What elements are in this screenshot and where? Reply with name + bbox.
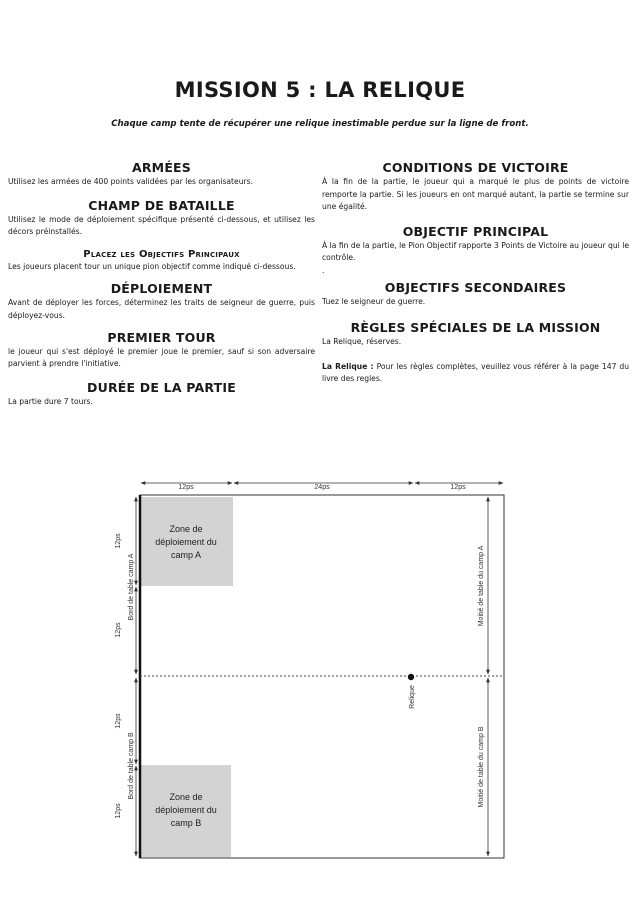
mission-subtitle: Chaque camp tente de récupérer une relique inestimable perdue sur la ligne de front. [111, 119, 529, 129]
section-body: Utilisez le mode de déploiement spécifique présenté ci-dessous, et utilisez les décors préinstallés. [8, 214, 315, 237]
half-label-b: Moitié de table du camp B [478, 726, 485, 808]
top-dim-label-3: 12ps [450, 484, 466, 491]
top-dim-label-2: 24ps [314, 484, 330, 491]
half-label-a: Moitié de table du camp A [478, 545, 485, 627]
section-body: Tuez le seigneur de guerre. [322, 296, 426, 306]
zone-b-line-3: camp B [170, 818, 202, 828]
section-heading: OBJECTIFS SECONDAIRES [384, 279, 567, 295]
relic-label: Relique [409, 685, 416, 709]
section-body: le joueur qui s'est déployé le premier joue le premier, sauf si son adversaire parvient à prendre l'initiative. [8, 346, 315, 369]
section-heading: DURÉE DE LA PARTIE [87, 379, 236, 395]
section-heading: Placez les Objectifs Principaux [83, 248, 240, 260]
section-heading: CHAMP DE BATAILLE [88, 197, 235, 213]
section-body: Utilisez les armées de 400 points validées par les organisateurs. [8, 177, 254, 186]
section-heading: DÉPLOIEMENT [110, 281, 213, 297]
section-extra: . [322, 265, 325, 275]
edge-label-a: Bord de table camp A [128, 553, 135, 621]
zone-a-line-3: camp A [170, 550, 202, 560]
zone-a-line-2: déploiement du [155, 537, 217, 547]
left-dim-label-2: 12ps [115, 622, 122, 638]
zone-b-line-2: déploiement du [155, 805, 217, 815]
left-dim-label-3: 12ps [115, 713, 122, 729]
left-dim-label-1: 12ps [115, 533, 122, 549]
section-heading: CONDITIONS DE VICTOIRE [382, 160, 569, 175]
edge-label-b: Bord de table camp B [128, 732, 135, 800]
relic-marker [408, 674, 414, 680]
section-heading: PREMIER TOUR [107, 329, 216, 345]
section-body: Les joueurs placent tour un unique pion objectif comme indiqué ci-dessous. [8, 261, 296, 271]
zone-a-line-1: Zone de [169, 524, 203, 534]
section-body: Avant de déployer les forces, déterminez les traits de seigneur de guerre, puis déployez-vous. [8, 298, 315, 320]
section-body: La partie dure 7 tours. [8, 396, 93, 406]
relique-note-label: La Relique : [322, 361, 374, 371]
relique-note-body: Pour les règles complètes, veuillez vous référer à la page 147 du livre des regles. [322, 361, 630, 384]
left-dim-label-4: 12ps [115, 803, 122, 819]
section-body: La Relique, réserves. [322, 337, 402, 347]
section-body: À la fin de la partie, le joueur qui a marqué le plus de points de victoire remporte la partie. Si les joueurs en ont marqué autant, la partie se termine sur une égalité. [322, 177, 629, 212]
top-dim-label-1: 12ps [178, 484, 194, 491]
zone-b-line-1: Zone de [169, 792, 203, 802]
section-heading: ARMÉES [131, 160, 192, 175]
section-heading: OBJECTIF PRINCIPAL [402, 223, 549, 239]
section-heading: RÈGLES SPÉCIALES DE LA MISSION [350, 320, 601, 336]
section-body: À la fin de la partie, le Pion Objectif rapporte 3 Points de Victoire au joueur qui le contrôle. [322, 240, 629, 263]
mission-title: MISSION 5 : LA RELIQUE [174, 78, 466, 102]
